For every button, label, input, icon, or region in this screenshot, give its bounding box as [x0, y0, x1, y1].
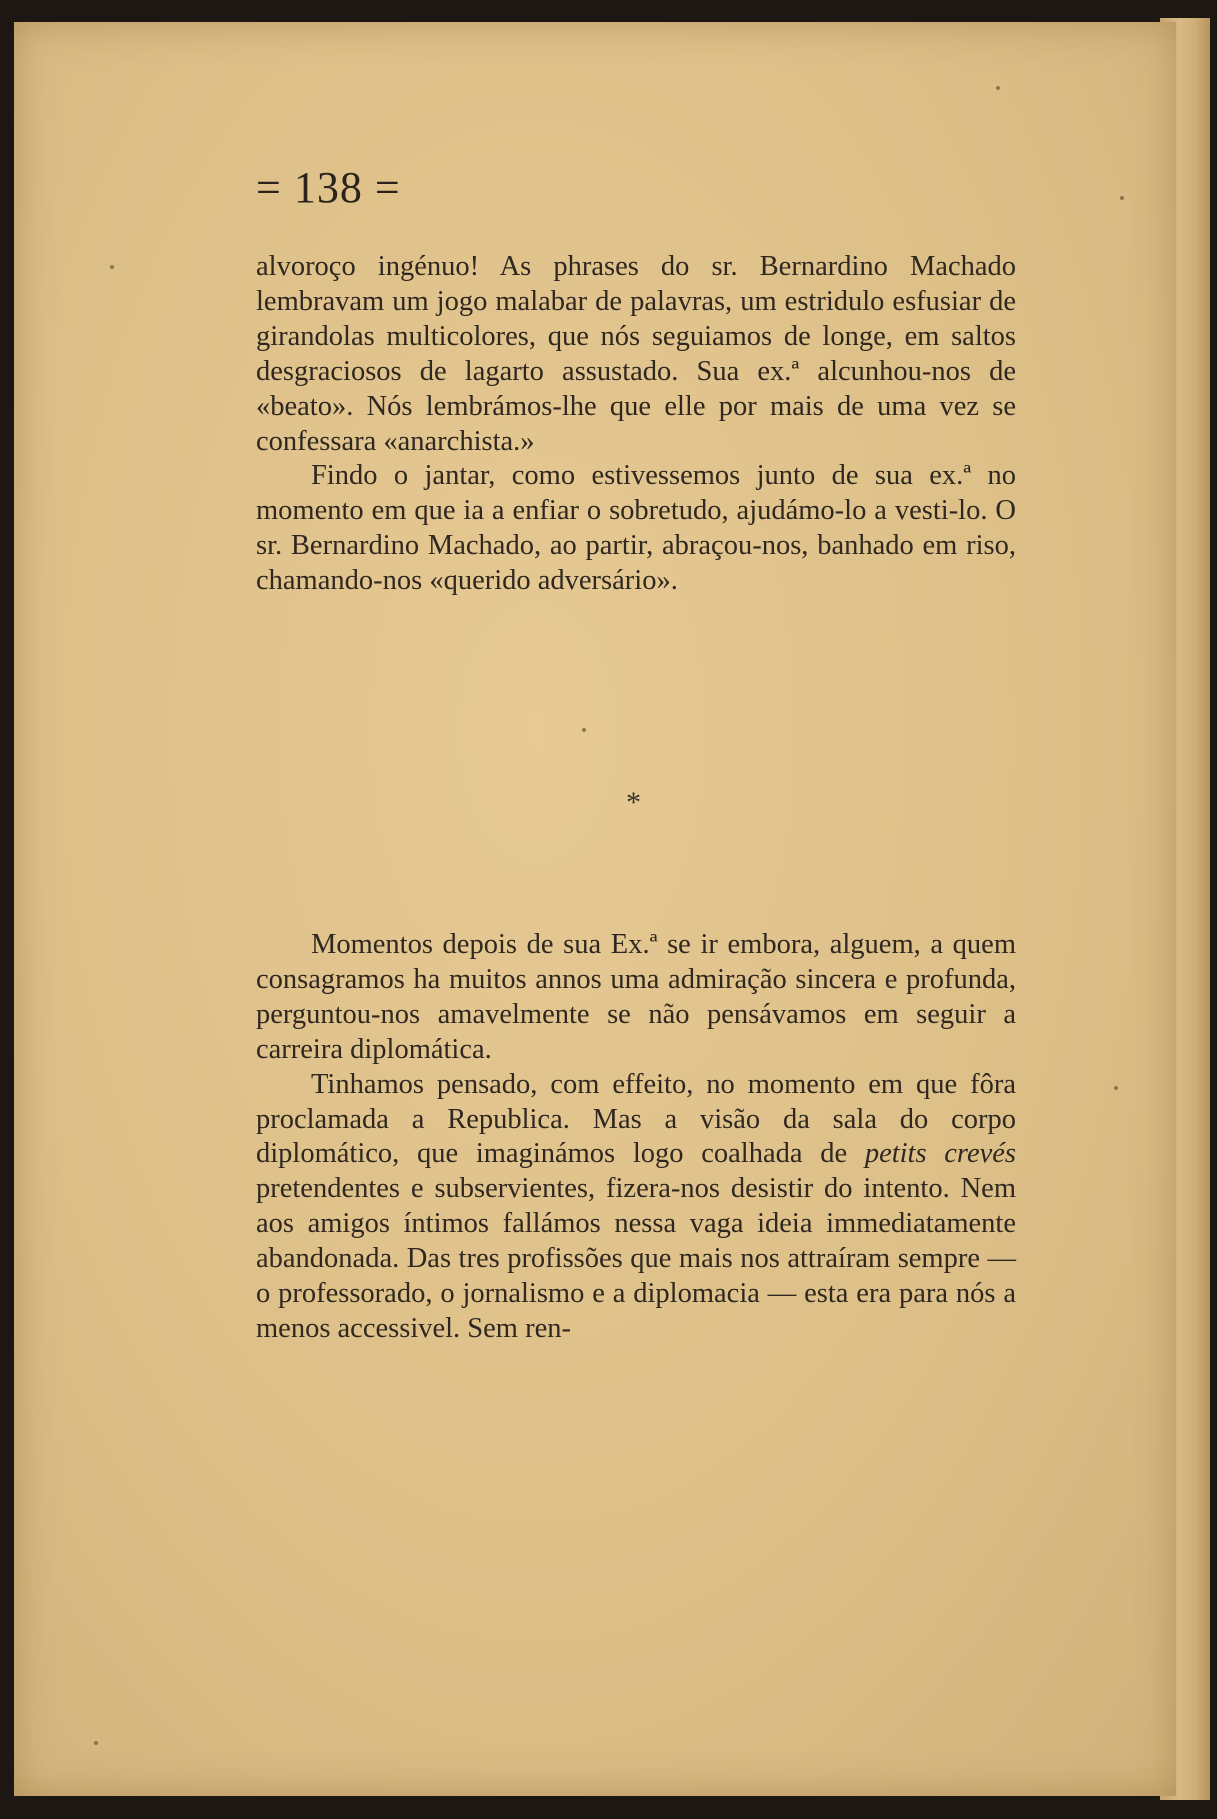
paragraph: Findo o jantar, como estivessemos junto de sua ex.ª no momento em que ia a enfiar o sobretudo, ajudámo-lo a vesti-lo. O sr. Bernardino Machado, ao partir, abraçou-nos, banhado em riso, chamando-nos «querido adversário». [256, 460, 1016, 597]
paragraph-text: pretendentes e subservientes, fizera-nos desistir do intento. Nem aos amigos íntimos fallámos nessa vaga ideia immediatamente abandonada. Das tres profissões que mais nos attraíram sempre — o professorado, o jornalismo e a diplomacia — esta era para nós a menos accessivel. Sem ren- [256, 1173, 1016, 1344]
page-number: = 138 = [256, 163, 401, 212]
paper-speck [94, 1741, 98, 1745]
paragraph: Momentos depois de sua Ex.ª se ir embora, alguem, a quem consagramos ha muitos annos uma admiração sincera e profunda, perguntou-nos amavelmente se não pensávamos em seguir a carreira diplomática. [256, 929, 1016, 1065]
text-section-2 [256, 928, 1016, 1347]
section-separator-asterisk: * [626, 786, 641, 819]
paper-speck [582, 728, 586, 732]
paper-speck [1120, 196, 1124, 200]
paper-speck [110, 265, 114, 269]
italic-phrase: petits crevés [864, 1138, 1016, 1170]
paragraph-text: Tinhamos pensado, com effeito, no momento em que fôra proclamada a Republica. Mas a visão da sala do corpo diplomático, que imaginámos logo coalhada de [256, 1068, 1016, 1170]
paragraph [256, 1068, 1016, 1347]
paper-speck [996, 86, 1000, 90]
text-section-1 [256, 250, 1016, 599]
paragraph: alvoroço ingénuo! As phrases do sr. Bernardino Machado lembravam um jogo malabar de palavras, um estridulo esfusiar de girandolas multicolores, que nós seguiamos de longe, em saltos desgraciosos de lagarto assustado. Sua ex.ª alcunhou-nos de «beato». Nós lembrámos-lhe que elle por mais de uma vez se confessara «anarchista.» [256, 251, 1016, 457]
paper-speck [1114, 1086, 1118, 1090]
